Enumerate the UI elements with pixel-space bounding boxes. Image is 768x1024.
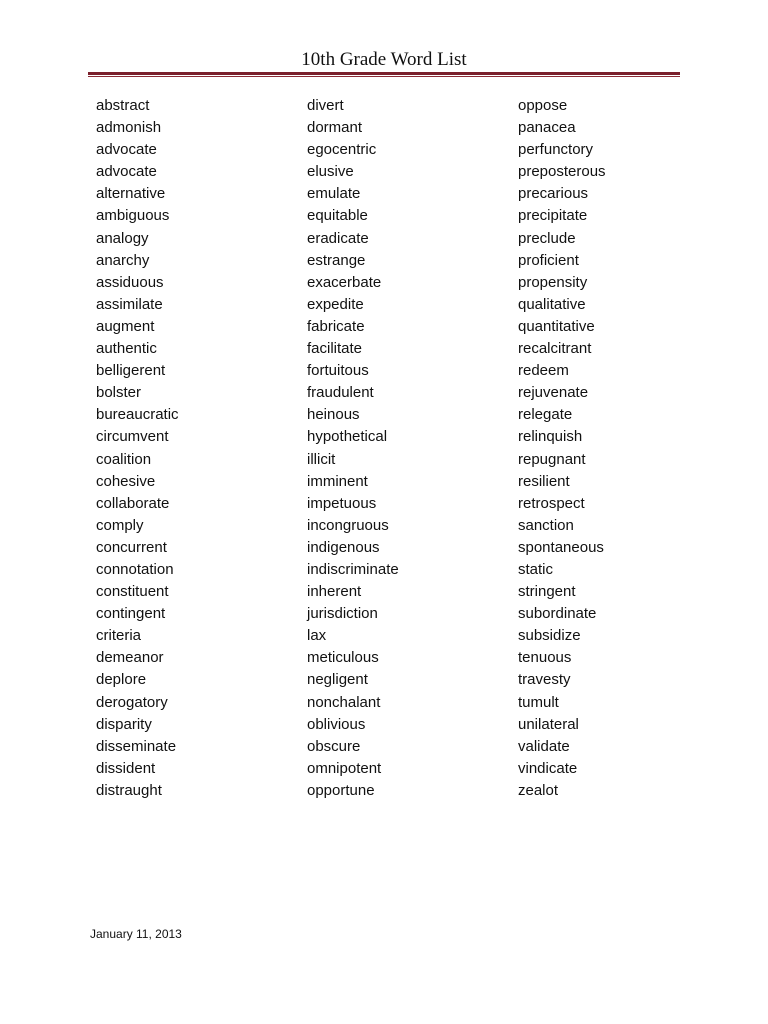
word-list-item: demeanor [96,649,164,667]
word-list-item: subordinate [518,605,597,623]
word-list-item: bolster [96,384,142,402]
word-list-item: advocate [96,163,157,181]
word-list-item: sanction [518,516,574,534]
word-list-item: assiduous [96,273,164,291]
word-list-item: alternative [96,185,166,203]
word-list-item: connotation [96,560,174,578]
word-list-item: abstract [96,97,150,114]
word-list-item: omnipotent [307,759,382,777]
word-column-3 [518,95,718,802]
word-list-item: augment [96,317,155,335]
word-list-item: proficient [518,251,579,269]
word-list-item: tenuous [518,649,572,667]
word-list-item: disparity [96,715,152,733]
word-list-item: disseminate [96,737,177,755]
word-list-item: dormant [307,119,363,137]
word-list-item: dissident [96,759,156,777]
word-list-item: tumult [518,693,559,711]
word-list-item: circumvent [96,428,169,446]
word-list-item: advocate [96,141,157,159]
word-list-item: admonish [96,119,162,137]
word-list-item: hypothetical [307,428,388,446]
word-list-item: illicit [307,450,336,468]
word-list-item: indigenous [307,538,380,556]
word-list-item: oppose [518,97,568,114]
word-list-item: coalition [96,450,152,468]
word-list-item: expedite [307,295,364,313]
word-list-item: derogatory [96,693,168,711]
title-divider-thin [88,76,680,77]
word-list-item: redeem [518,362,569,380]
word-list-item: cohesive [96,472,156,490]
word-list-item: comply [96,516,144,534]
word-list-item: constituent [96,583,169,601]
word-list-item: imminent [307,472,368,490]
word-list-item: impetuous [307,494,377,512]
word-list-item: incongruous [307,516,389,534]
word-list-item: heinous [307,406,360,424]
word-list-item: analogy [96,229,149,247]
word-list-item: validate [518,737,570,755]
word-list-item: resilient [518,472,570,490]
word-list-item: emulate [307,185,361,203]
word-list-item: deplore [96,671,147,689]
word-list-item: assimilate [96,295,163,313]
word-list-item: retrospect [518,494,585,512]
title-divider [88,72,680,78]
word-list-item: preposterous [518,163,606,181]
word-list-item: authentic [96,340,157,358]
word-list-item: criteria [96,627,142,645]
word-list-item: fabricate [307,317,365,335]
word-list-item: unilateral [518,715,579,733]
word-list-item: divert [307,97,344,114]
word-list-item: qualitative [518,295,586,313]
word-list-item: precipitate [518,207,588,225]
word-list-item: eradicate [307,229,369,247]
word-list-item: meticulous [307,649,379,667]
word-list-item: negligent [307,671,368,689]
footer-date: January 11, 2013 [90,927,182,941]
word-list-item: recalcitrant [518,340,592,358]
word-list-item: obscure [307,737,361,755]
word-list-item: bureaucratic [96,406,179,424]
word-list-item: facilitate [307,340,363,358]
word-list-item: collaborate [96,494,170,512]
title-divider-thick [88,72,680,75]
word-list-item: contingent [96,605,166,623]
page-title: 10th Grade Word List [301,49,467,70]
word-list-item: lax [307,627,327,645]
word-list-item: ambiguous [96,207,170,225]
word-column-2 [307,95,507,802]
word-list-item: fortuitous [307,362,369,380]
word-list-item: subsidize [518,627,581,645]
word-list-item: static [518,560,554,578]
word-list-item: fraudulent [307,384,374,402]
word-list-item: rejuvenate [518,384,589,402]
word-list-item: belligerent [96,362,166,380]
word-column-1 [96,95,296,802]
word-list-item: opportune [307,781,375,799]
word-list-item: stringent [518,583,576,601]
word-list-item: estrange [307,251,366,269]
word-list-item: jurisdiction [307,605,378,623]
word-list-item: relinquish [518,428,583,446]
word-list-item: oblivious [307,715,366,733]
word-list-item: egocentric [307,141,377,159]
word-list-item: spontaneous [518,538,604,556]
word-list-item: perfunctory [518,141,594,159]
word-list-item: propensity [518,273,588,291]
word-list-item: nonchalant [307,693,381,711]
word-list-item: travesty [518,671,571,689]
word-list-item: elusive [307,163,354,181]
word-list-item: panacea [518,119,576,137]
word-list-item: quantitative [518,317,595,335]
word-list-item: concurrent [96,538,167,556]
word-list-item: vindicate [518,759,578,777]
word-list-item: preclude [518,229,576,247]
word-list-item: repugnant [518,450,586,468]
word-list-item: equitable [307,207,368,225]
word-list-item: inherent [307,583,362,601]
word-list-item: exacerbate [307,273,382,291]
word-list-item: precarious [518,185,589,203]
word-list-item: indiscriminate [307,560,399,578]
word-list-item: distraught [96,781,162,799]
word-list-item: zealot [518,781,559,799]
word-list-item: relegate [518,406,573,424]
word-list-item: anarchy [96,251,150,269]
